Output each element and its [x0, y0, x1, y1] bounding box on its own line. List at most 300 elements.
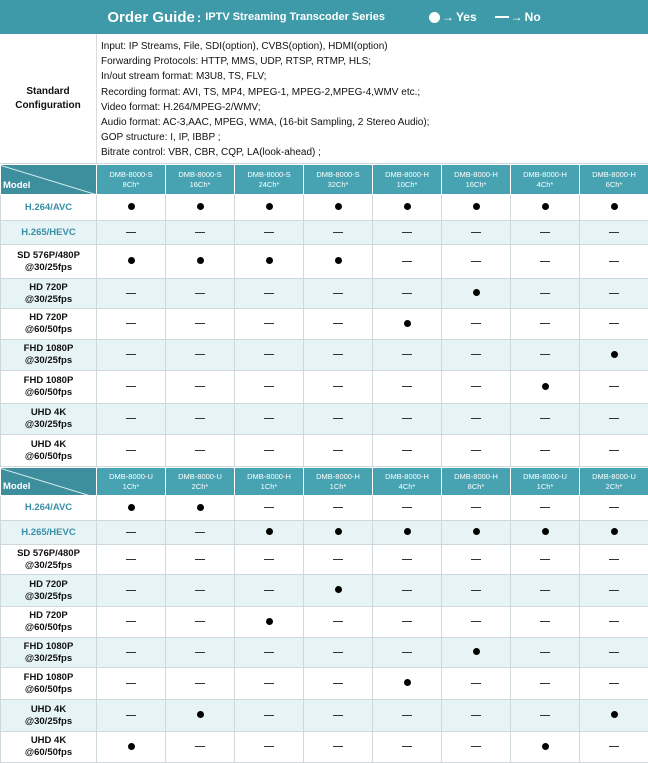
support-cell	[304, 221, 373, 245]
no-dash-icon	[195, 354, 205, 355]
support-cell	[304, 607, 373, 638]
model-name: DMB-8000-U	[523, 472, 567, 481]
support-cell	[373, 668, 442, 700]
support-cell	[511, 732, 580, 763]
yes-dot-icon	[266, 618, 273, 625]
table-row	[1, 638, 648, 668]
row-label	[1, 371, 97, 404]
table-row	[1, 607, 648, 638]
no-dash-icon	[471, 621, 481, 622]
support-cell	[166, 521, 235, 545]
no-dash-icon	[126, 715, 136, 716]
support-cell	[580, 638, 648, 668]
support-cell	[166, 668, 235, 700]
support-cell	[304, 404, 373, 435]
legend-no-label: No	[525, 10, 541, 24]
no-dash-icon	[195, 323, 205, 324]
no-dash-icon	[540, 683, 550, 684]
no-dash-icon	[264, 652, 274, 653]
no-dash-icon	[333, 323, 343, 324]
model-channels: 1Ch*	[537, 482, 554, 491]
no-dash-icon	[540, 715, 550, 716]
no-dash-icon	[195, 746, 205, 747]
support-cell	[442, 309, 511, 340]
model-column-header	[235, 468, 304, 496]
model-column-header	[442, 468, 511, 496]
model-header-label: Model	[3, 482, 30, 492]
row-label-line: HD 720P	[29, 579, 68, 590]
support-cell	[511, 575, 580, 607]
support-cell	[580, 607, 648, 638]
support-cell	[442, 700, 511, 732]
support-cell	[97, 638, 166, 668]
no-dash-icon	[402, 232, 412, 233]
support-cell	[304, 521, 373, 545]
yes-dot-icon	[404, 203, 411, 210]
support-cell	[442, 668, 511, 700]
no-dash-icon	[540, 507, 550, 508]
yes-dot-icon	[404, 679, 411, 686]
yes-dot-icon	[128, 504, 135, 511]
no-dash-icon	[471, 450, 481, 451]
model-table-2	[0, 467, 648, 763]
config-line: Bitrate control: VBR, CBR, CQP, LA(look-ahead) ;	[101, 145, 429, 160]
support-cell	[511, 607, 580, 638]
no-dash-icon	[264, 293, 274, 294]
no-dash-icon	[495, 16, 509, 18]
model-column-header	[166, 165, 235, 195]
support-cell	[304, 638, 373, 668]
no-dash-icon	[195, 386, 205, 387]
no-dash-icon	[264, 746, 274, 747]
no-dash-icon	[609, 386, 619, 387]
support-cell	[373, 279, 442, 309]
model-channels: 1Ch*	[330, 482, 347, 491]
table-row	[1, 309, 648, 340]
support-cell	[580, 496, 648, 521]
table-row	[1, 521, 648, 545]
no-dash-icon	[540, 450, 550, 451]
row-label-line: @60/50fps	[25, 324, 72, 335]
config-line: Video format: H.264/MPEG-2/WMV;	[101, 100, 429, 115]
no-dash-icon	[195, 683, 205, 684]
support-cell	[235, 371, 304, 404]
table-row	[1, 195, 648, 221]
no-dash-icon	[195, 532, 205, 533]
no-dash-icon	[402, 507, 412, 508]
no-dash-icon	[195, 559, 205, 560]
support-cell	[304, 545, 373, 575]
row-label-line: @60/50fps	[25, 451, 72, 462]
support-cell	[166, 195, 235, 221]
no-dash-icon	[471, 590, 481, 591]
no-dash-icon	[471, 323, 481, 324]
support-cell	[442, 221, 511, 245]
configuration-lines	[97, 34, 429, 163]
support-cell	[235, 575, 304, 607]
model-channels: 16Ch*	[466, 180, 487, 189]
row-label-line: @60/50fps	[25, 747, 72, 758]
no-dash-icon	[264, 715, 274, 716]
support-cell	[511, 638, 580, 668]
support-cell	[373, 435, 442, 467]
row-label-line: FHD 1080P	[24, 343, 74, 354]
no-dash-icon	[195, 232, 205, 233]
model-column-header	[304, 165, 373, 195]
row-label-line: HD 720P	[29, 312, 68, 323]
model-header-cell	[1, 468, 97, 496]
no-dash-icon	[264, 683, 274, 684]
model-channels: 4Ch*	[399, 482, 416, 491]
support-cell	[304, 732, 373, 763]
no-dash-icon	[333, 746, 343, 747]
support-cell	[166, 732, 235, 763]
row-label-line: FHD 1080P	[24, 672, 74, 683]
support-cell	[166, 340, 235, 371]
no-dash-icon	[126, 621, 136, 622]
model-column-header	[511, 165, 580, 195]
support-cell	[97, 279, 166, 309]
row-label	[1, 575, 97, 607]
support-cell	[442, 732, 511, 763]
no-dash-icon	[126, 232, 136, 233]
row-label-line: SD 576P/480P	[17, 548, 80, 559]
support-cell	[580, 435, 648, 467]
support-cell	[235, 700, 304, 732]
no-dash-icon	[126, 450, 136, 451]
support-cell	[304, 668, 373, 700]
no-dash-icon	[195, 293, 205, 294]
model-channels: 8Ch*	[123, 180, 140, 189]
support-cell	[235, 668, 304, 700]
no-dash-icon	[402, 293, 412, 294]
model-table-1	[0, 164, 648, 467]
yes-dot-icon	[266, 528, 273, 535]
support-cell	[511, 340, 580, 371]
no-dash-icon	[540, 621, 550, 622]
no-dash-icon	[126, 354, 136, 355]
no-dash-icon	[126, 683, 136, 684]
model-name: DMB-8000-H	[454, 472, 498, 481]
model-tables	[0, 164, 648, 763]
model-column-header	[373, 165, 442, 195]
support-cell	[511, 404, 580, 435]
model-column-header	[580, 468, 648, 496]
support-cell	[304, 309, 373, 340]
config-line: Audio format: AC-3,AAC, MPEG, WMA, (16-bit Sampling, 2 Stereo Audio);	[101, 115, 429, 130]
no-dash-icon	[609, 323, 619, 324]
no-dash-icon	[609, 590, 619, 591]
support-cell	[511, 700, 580, 732]
table-row	[1, 496, 648, 521]
model-column-header	[235, 165, 304, 195]
support-cell	[97, 221, 166, 245]
row-label	[1, 340, 97, 371]
model-column-header	[442, 165, 511, 195]
yes-dot-icon	[429, 12, 440, 23]
no-dash-icon	[471, 746, 481, 747]
support-cell	[580, 279, 648, 309]
support-cell	[97, 521, 166, 545]
support-cell	[580, 340, 648, 371]
support-cell	[166, 575, 235, 607]
support-cell	[235, 545, 304, 575]
no-dash-icon	[609, 746, 619, 747]
support-cell	[166, 279, 235, 309]
model-column-header	[166, 468, 235, 496]
support-cell	[580, 195, 648, 221]
support-cell	[166, 221, 235, 245]
yes-dot-icon	[542, 203, 549, 210]
yes-dot-icon	[197, 711, 204, 718]
no-dash-icon	[402, 746, 412, 747]
row-label-line: @30/25fps	[25, 716, 72, 727]
support-cell	[580, 545, 648, 575]
row-label-line: HD 720P	[29, 282, 68, 293]
no-dash-icon	[126, 386, 136, 387]
row-label-line: @30/25fps	[25, 294, 72, 305]
table-row	[1, 732, 648, 763]
no-dash-icon	[471, 386, 481, 387]
row-label-line: UHD 4K	[31, 704, 66, 715]
support-cell	[304, 700, 373, 732]
no-dash-icon	[471, 559, 481, 560]
support-cell	[166, 700, 235, 732]
no-dash-icon	[333, 683, 343, 684]
support-cell	[235, 732, 304, 763]
support-cell	[373, 638, 442, 668]
support-cell	[166, 309, 235, 340]
yes-dot-icon	[611, 351, 618, 358]
support-cell	[235, 309, 304, 340]
support-cell	[373, 521, 442, 545]
yes-dot-icon	[542, 743, 549, 750]
row-label-line: HD 720P	[29, 610, 68, 621]
support-cell	[97, 245, 166, 279]
support-cell	[580, 245, 648, 279]
model-channels: 2Ch*	[606, 482, 623, 491]
support-cell	[373, 732, 442, 763]
support-cell	[511, 371, 580, 404]
model-name: DMB-8000-H	[523, 170, 567, 179]
support-cell	[97, 404, 166, 435]
support-cell	[235, 607, 304, 638]
table-row	[1, 279, 648, 309]
table-row	[1, 245, 648, 279]
support-cell	[511, 545, 580, 575]
no-dash-icon	[195, 450, 205, 451]
no-dash-icon	[540, 261, 550, 262]
no-dash-icon	[540, 418, 550, 419]
support-cell	[511, 245, 580, 279]
no-dash-icon	[333, 450, 343, 451]
no-dash-icon	[126, 590, 136, 591]
legend	[429, 10, 541, 24]
no-dash-icon	[333, 386, 343, 387]
yes-dot-icon	[128, 203, 135, 210]
model-name: DMB-8000-S	[109, 170, 152, 179]
support-cell	[304, 371, 373, 404]
support-cell	[442, 435, 511, 467]
table-row	[1, 404, 648, 435]
no-dash-icon	[264, 450, 274, 451]
row-label-line: @30/25fps	[25, 560, 72, 571]
model-name: DMB-8000-U	[178, 472, 222, 481]
row-label-line: H.264/AVC	[25, 502, 72, 513]
support-cell	[235, 279, 304, 309]
yes-dot-icon	[473, 203, 480, 210]
no-dash-icon	[333, 418, 343, 419]
title-separator: :	[197, 10, 201, 25]
table-row	[1, 668, 648, 700]
support-cell	[442, 521, 511, 545]
no-dash-icon	[471, 507, 481, 508]
model-name: DMB-8000-H	[247, 472, 291, 481]
no-dash-icon	[195, 590, 205, 591]
table-row	[1, 435, 648, 467]
support-cell	[304, 496, 373, 521]
model-channels: 16Ch*	[190, 180, 211, 189]
support-cell	[97, 732, 166, 763]
support-cell	[442, 245, 511, 279]
no-dash-icon	[471, 232, 481, 233]
row-label-line: UHD 4K	[31, 439, 66, 450]
no-dash-icon	[471, 261, 481, 262]
model-channels: 32Ch*	[328, 180, 349, 189]
support-cell	[442, 279, 511, 309]
support-cell	[442, 638, 511, 668]
model-name: DMB-8000-S	[247, 170, 290, 179]
row-label-line: @60/50fps	[25, 622, 72, 633]
model-channels: 8Ch*	[468, 482, 485, 491]
support-cell	[511, 195, 580, 221]
page-title: Order Guide	[107, 9, 195, 26]
model-name: DMB-8000-H	[385, 472, 429, 481]
support-cell	[97, 195, 166, 221]
model-channels: 2Ch*	[192, 482, 209, 491]
model-name: DMB-8000-U	[592, 472, 636, 481]
support-cell	[442, 607, 511, 638]
row-label	[1, 245, 97, 279]
support-cell	[166, 638, 235, 668]
row-label-line: @30/25fps	[25, 653, 72, 664]
no-dash-icon	[540, 354, 550, 355]
no-dash-icon	[540, 293, 550, 294]
yes-dot-icon	[335, 257, 342, 264]
yes-dot-icon	[611, 203, 618, 210]
no-dash-icon	[609, 418, 619, 419]
support-cell	[373, 195, 442, 221]
config-line: Forwarding Protocols: HTTP, MMS, UDP, RTSP, RTMP, HLS;	[101, 54, 429, 69]
yes-dot-icon	[473, 289, 480, 296]
model-column-header	[97, 468, 166, 496]
support-cell	[235, 435, 304, 467]
model-name: DMB-8000-H	[454, 170, 498, 179]
no-dash-icon	[264, 507, 274, 508]
row-label	[1, 221, 97, 245]
yes-dot-icon	[266, 203, 273, 210]
support-cell	[511, 521, 580, 545]
support-cell	[580, 732, 648, 763]
support-cell	[97, 607, 166, 638]
no-dash-icon	[333, 293, 343, 294]
row-label	[1, 309, 97, 340]
yes-dot-icon	[197, 257, 204, 264]
yes-dot-icon	[335, 203, 342, 210]
model-channels: 1Ch*	[261, 482, 278, 491]
support-cell	[235, 245, 304, 279]
no-dash-icon	[540, 323, 550, 324]
yes-dot-icon	[542, 528, 549, 535]
no-dash-icon	[333, 559, 343, 560]
model-channels: 6Ch*	[606, 180, 623, 189]
support-cell	[580, 668, 648, 700]
row-label	[1, 521, 97, 545]
no-dash-icon	[402, 386, 412, 387]
no-dash-icon	[609, 450, 619, 451]
no-dash-icon	[126, 293, 136, 294]
no-dash-icon	[609, 683, 619, 684]
support-cell	[580, 404, 648, 435]
support-cell	[373, 404, 442, 435]
yes-dot-icon	[197, 203, 204, 210]
support-cell	[235, 221, 304, 245]
yes-dot-icon	[335, 528, 342, 535]
no-dash-icon	[333, 715, 343, 716]
no-dash-icon	[264, 590, 274, 591]
support-cell	[511, 221, 580, 245]
model-name: DMB-8000-S	[178, 170, 221, 179]
support-cell	[511, 279, 580, 309]
page-subtitle: IPTV Streaming Transcoder Series	[205, 11, 385, 23]
support-cell	[442, 404, 511, 435]
no-dash-icon	[264, 386, 274, 387]
support-cell	[373, 371, 442, 404]
model-column-header	[304, 468, 373, 496]
config-line: In/out stream format: M3U8, TS, FLV;	[101, 69, 429, 84]
row-label-line: @30/25fps	[25, 419, 72, 430]
no-dash-icon	[195, 418, 205, 419]
support-cell	[580, 700, 648, 732]
support-cell	[97, 340, 166, 371]
support-cell	[511, 309, 580, 340]
support-cell	[373, 309, 442, 340]
row-label	[1, 638, 97, 668]
support-cell	[166, 435, 235, 467]
table-row	[1, 371, 648, 404]
no-dash-icon	[264, 418, 274, 419]
yes-dot-icon	[542, 383, 549, 390]
yes-dot-icon	[266, 257, 273, 264]
config-line: Input: IP Streams, File, SDI(option), CVBS(option), HDMI(option)	[101, 39, 429, 54]
support-cell	[97, 309, 166, 340]
yes-dot-icon	[128, 257, 135, 264]
row-label-line: @60/50fps	[25, 684, 72, 695]
no-dash-icon	[609, 621, 619, 622]
no-dash-icon	[264, 323, 274, 324]
model-name: DMB-8000-S	[316, 170, 359, 179]
support-cell	[97, 575, 166, 607]
support-cell	[97, 700, 166, 732]
no-dash-icon	[540, 590, 550, 591]
support-cell	[166, 496, 235, 521]
row-label-line: H.264/AVC	[25, 202, 72, 213]
no-dash-icon	[402, 559, 412, 560]
model-name: DMB-8000-H	[385, 170, 429, 179]
model-header-label: Model	[3, 181, 30, 191]
model-header-row	[1, 165, 648, 195]
support-cell	[304, 340, 373, 371]
